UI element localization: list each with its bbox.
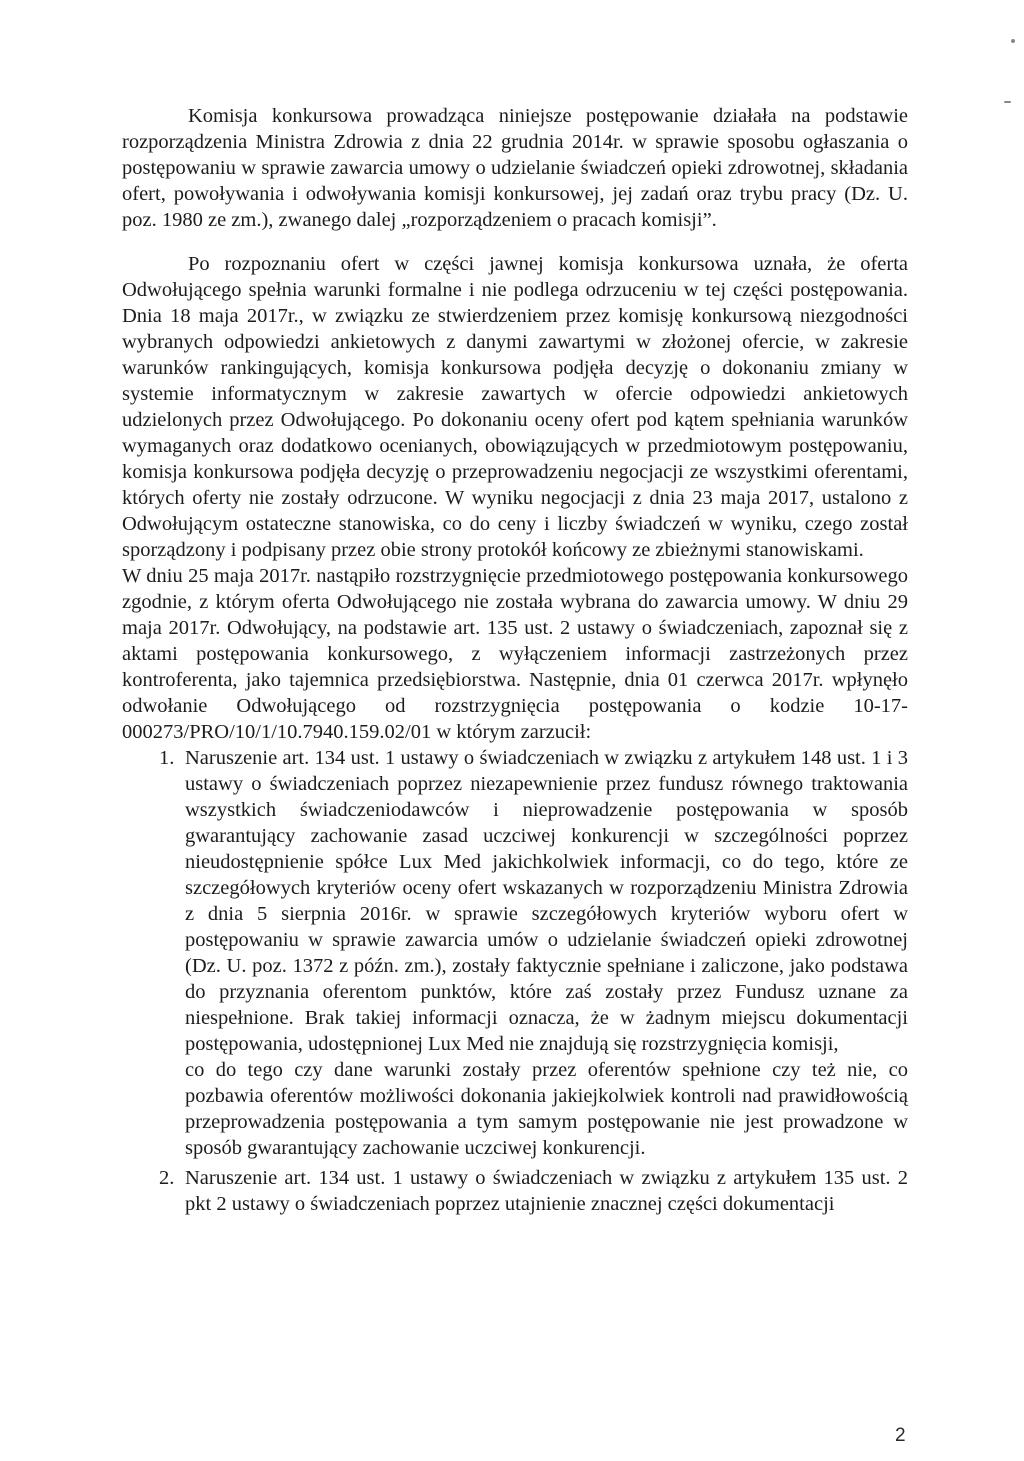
paragraph-resolution-appeal: W dniu 25 maja 2017r. nastąpiło rozstrzygnięcie przedmiotowego postępowania konkursowego zgodnie, z którym oferta Odwołującego nie została wybrana do zawarcia umowy. W dniu 29 maja 2017r. Odwołujący, na podstawie art. 135 ust. 2 ustawy o świadczeniach, zapoznał się z aktami postępowania konkursowego, z wyłączeniem informacji zastrzeżonych przez kontroferenta, jako tajemnica przedsiębiorstwa. Następnie, dnia 01 czerwca 2017r. wpłynęło odwołanie Odwołującego od rozstrzygnięcia postępowania o kodzie 10-17-000273/PRO/10/1/10.7940.159.02/01 w którym zarzucił: xyxy=(122,565,908,743)
list-item-number: 2. xyxy=(159,1167,175,1189)
paragraph-legal-basis: Komisja konkursowa prowadząca niniejsze postępowanie działała na podstawie rozporządzenia Ministra Zdrowia z dnia 22 grudnia 2014r. w sprawie sposobu ogłaszania o postępowaniu w sprawie zawarcia umowy o udzielanie świadczeń opieki zdrowotnej, składania ofert, powoływania i odwoływania komisji konkursowej, jej zadań oraz trybu pracy (Dz. U. poz. 1980 ze zm.), zwanego dalej „rozporządzeniem o pracach komisji”. xyxy=(122,105,908,231)
list-item xyxy=(122,1165,908,1217)
list-item-number: 1. xyxy=(159,747,175,769)
document-page xyxy=(122,103,908,1217)
list-item-text: Naruszenie art. 134 ust. 1 ustawy o świadczeniach w związku z artykułem 135 ust. 2 pkt 2 ustawy o świadczeniach poprzez utajnienie znacznej części dokumentacji xyxy=(185,1167,908,1215)
list-item xyxy=(122,745,908,1161)
list-item-continuation: co do tego czy dane warunki zostały przez oferentów spełnione czy też nie, co pozbawia oferentów możliwości dokonania jakiejkolwiek kontroli nad prawidłowością przeprowadzenia postępowania a tym samym postępowanie nie jest prowadzone w sposób gwarantujący zachowanie uczciwej konkurencji. xyxy=(185,1059,908,1159)
page-number: 2 xyxy=(895,1425,906,1446)
scan-speck xyxy=(1011,39,1015,43)
paragraph-procedure-course: Po rozpoznaniu ofert w części jawnej komisja konkursowa uznała, że oferta Odwołującego spełnia warunki formalne i nie podlega odrzuceniu w tej części postępowania. Dnia 18 maja 2017r., w związku ze stwierdzeniem przez komisję konkursową niezgodności wybranych odpowiedzi ankietowych z danymi zawartymi w złożonej ofercie, w zakresie warunków rankingujących, komisja konkursowa podjęła decyzję o dokonaniu zmiany w systemie informatycznym w zakresie zawartych w ofercie odpowiedzi ankietowych udzielonych przez Odwołującego. Po dokonaniu oceny ofert pod kątem spełniania warunków wymaganych oraz dodatkowo ocenianych, obowiązujących w przedmiotowym postępowaniu, komisja konkursowa podjęła decyzję o przeprowadzeniu negocjacji ze wszystkimi oferentami, których oferty nie zostały odrzucone. W wyniku negocjacji z dnia 23 maja 2017, ustalono z Odwołującym ostateczne stanowiska, co do ceny i liczby świadczeń w wyniku, czego został sporządzony i podpisany przez obie strony protokół końcowy ze zbieżnymi stanowiskami. xyxy=(122,253,908,561)
scan-speck xyxy=(1004,101,1011,103)
allegations-list xyxy=(122,745,908,1217)
list-item-text: Naruszenie art. 134 ust. 1 ustawy o świadczeniach w związku z artykułem 148 ust. 1 i 3 ustawy o świadczeniach poprzez niezapewnienie przez fundusz równego traktowania wszystkich świadczeniodawców i nieprowadzenie postępowania w sposób gwarantujący zachowanie zasad uczciwej konkurencji w szczególności poprzez nieudostępnienie spółce Lux Med jakichkolwiek informacji, co do tego, które ze szczegółowych kryteriów oceny ofert wskazanych w rozporządzeniu Ministra Zdrowia z dnia 5 sierpnia 2016r. w sprawie szczegółowych kryteriów wyboru ofert w postępowaniu w sprawie zawarcia umów o udzielanie świadczeń opieki zdrowotnej (Dz. U. poz. 1372 z późn. zm.), zostały faktycznie spełniane i zaliczone, jako podstawa do przyznania oferentom punktów, które zaś zostały przez Fundusz uznane za niespełnione. Brak takiej informacji oznacza, że w żadnym miejscu dokumentacji postępowania, udostępnionej Lux Med nie znajdują się rozstrzygnięcia komisji, xyxy=(185,747,908,1055)
